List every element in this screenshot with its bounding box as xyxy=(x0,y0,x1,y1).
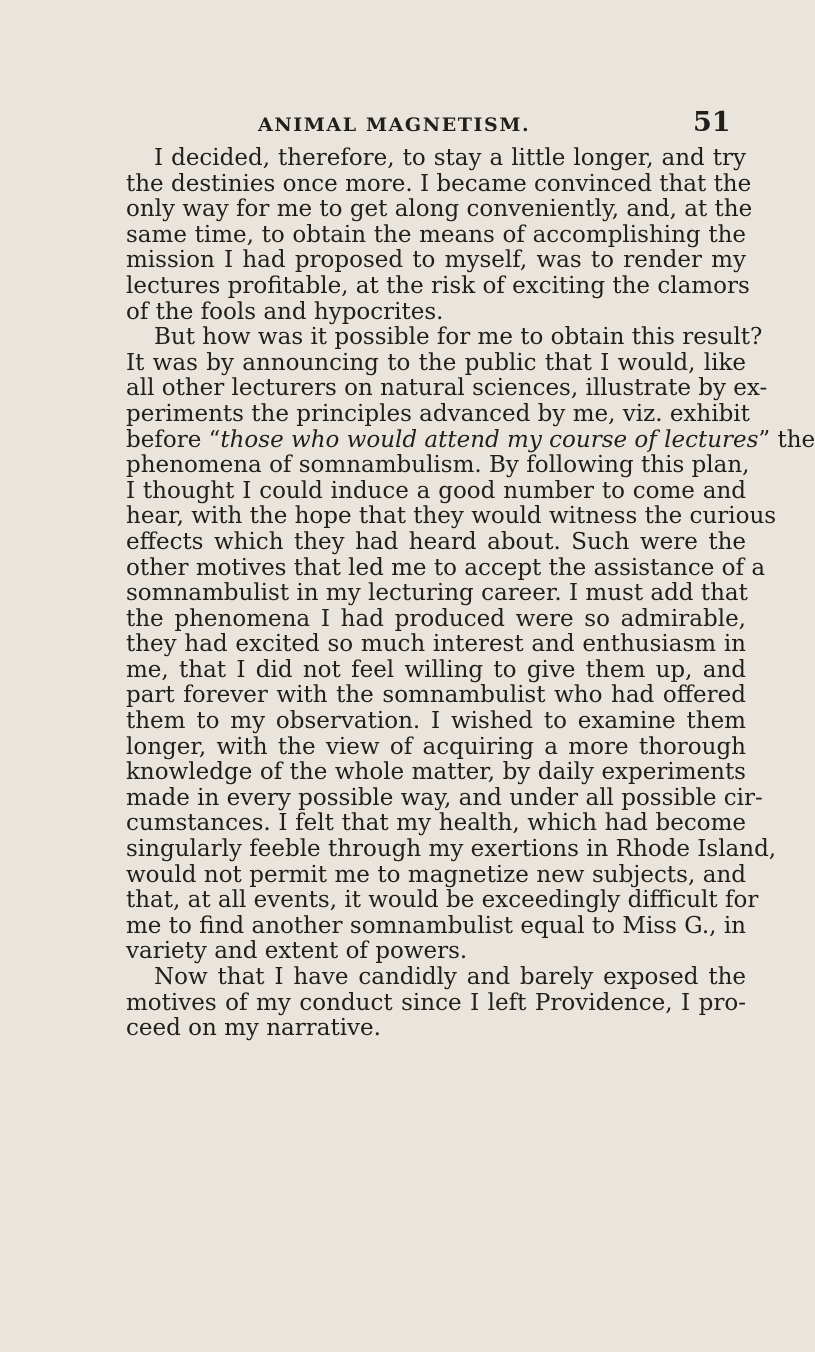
text-line: them to my observation. I wished to examine them xyxy=(126,708,746,735)
page-number: 51 xyxy=(693,107,731,138)
text-line: me, that I did not feel willing to give them up, and xyxy=(126,656,746,683)
text-line: longer, with the view of acquiring a more thorough xyxy=(126,733,746,760)
text-line: me to find another somnambulist equal to Miss G., in xyxy=(126,912,746,939)
text-line: the phenomena I had produced were so admirable, xyxy=(126,605,746,632)
text-line: same time, to obtain the means of accomplishing the xyxy=(126,221,746,248)
text-segment: ” the xyxy=(758,426,815,453)
text-line: only way for me to get along conveniently, and, at the xyxy=(126,196,753,223)
text-line: all other lecturers on natural sciences, illustrate by ex- xyxy=(126,375,768,402)
text-line: phenomena of somnambulism. By following this plan, xyxy=(126,452,750,479)
text-line: ceed on my narrative. xyxy=(126,1015,381,1042)
text-line-with-italic xyxy=(126,426,815,454)
text-line: Now that I have candidly and barely exposed the xyxy=(154,964,746,990)
text-line: periments the principles advanced by me, viz. exhibit xyxy=(126,400,750,427)
body-text xyxy=(126,145,815,1042)
text-line: lectures profitable, at the risk of exciting the clamors xyxy=(126,272,750,299)
text-line: motives of my conduct since I left Providence, I pro- xyxy=(126,989,746,1016)
text-line: I thought I could induce a good number to come and xyxy=(126,477,746,504)
text-line: knowledge of the whole matter, by daily experiments xyxy=(126,759,746,786)
text-line: would not permit me to magnetize new subjects, and xyxy=(126,861,746,888)
text-line: part forever with the somnambulist who had offered xyxy=(126,682,746,709)
text-segment: before “ xyxy=(126,426,221,453)
text-line: variety and extent of powers. xyxy=(126,938,468,965)
text-line: other motives that led me to accept the assistance of a xyxy=(126,554,766,581)
text-line: cumstances. I felt that my health, which had become xyxy=(126,810,746,837)
text-line: But how was it possible for me to obtain this result? xyxy=(154,324,763,351)
text-line: somnambulist in my lecturing career. I must add that xyxy=(126,580,748,607)
text-line: they had excited so much interest and enthusiasm in xyxy=(126,631,746,658)
text-line: singularly feeble through my exertions in Rhode Island, xyxy=(126,836,777,863)
running-title: ANIMAL MAGNETISM. xyxy=(258,114,531,136)
text-line: that, at all events, it would be exceedingly difficult for xyxy=(126,887,759,914)
text-line: I decided, therefore, to stay a little longer, and try xyxy=(154,145,746,171)
text-line: made in every possible way, and under all possible cir- xyxy=(126,784,763,811)
text-line: mission I had proposed to myself, was to render my xyxy=(126,247,746,274)
text-line: hear, with the hope that they would witness the curious xyxy=(126,503,777,530)
text-line: effects which they had heard about. Such were the xyxy=(126,528,746,555)
text-line: It was by announcing to the public that I would, like xyxy=(126,349,746,376)
text-line: the destinies once more. I became convinced that the xyxy=(126,170,752,197)
italic-phrase: those who would attend my course of lectures xyxy=(220,426,759,453)
text-line: of the fools and hypocrites. xyxy=(126,298,444,325)
